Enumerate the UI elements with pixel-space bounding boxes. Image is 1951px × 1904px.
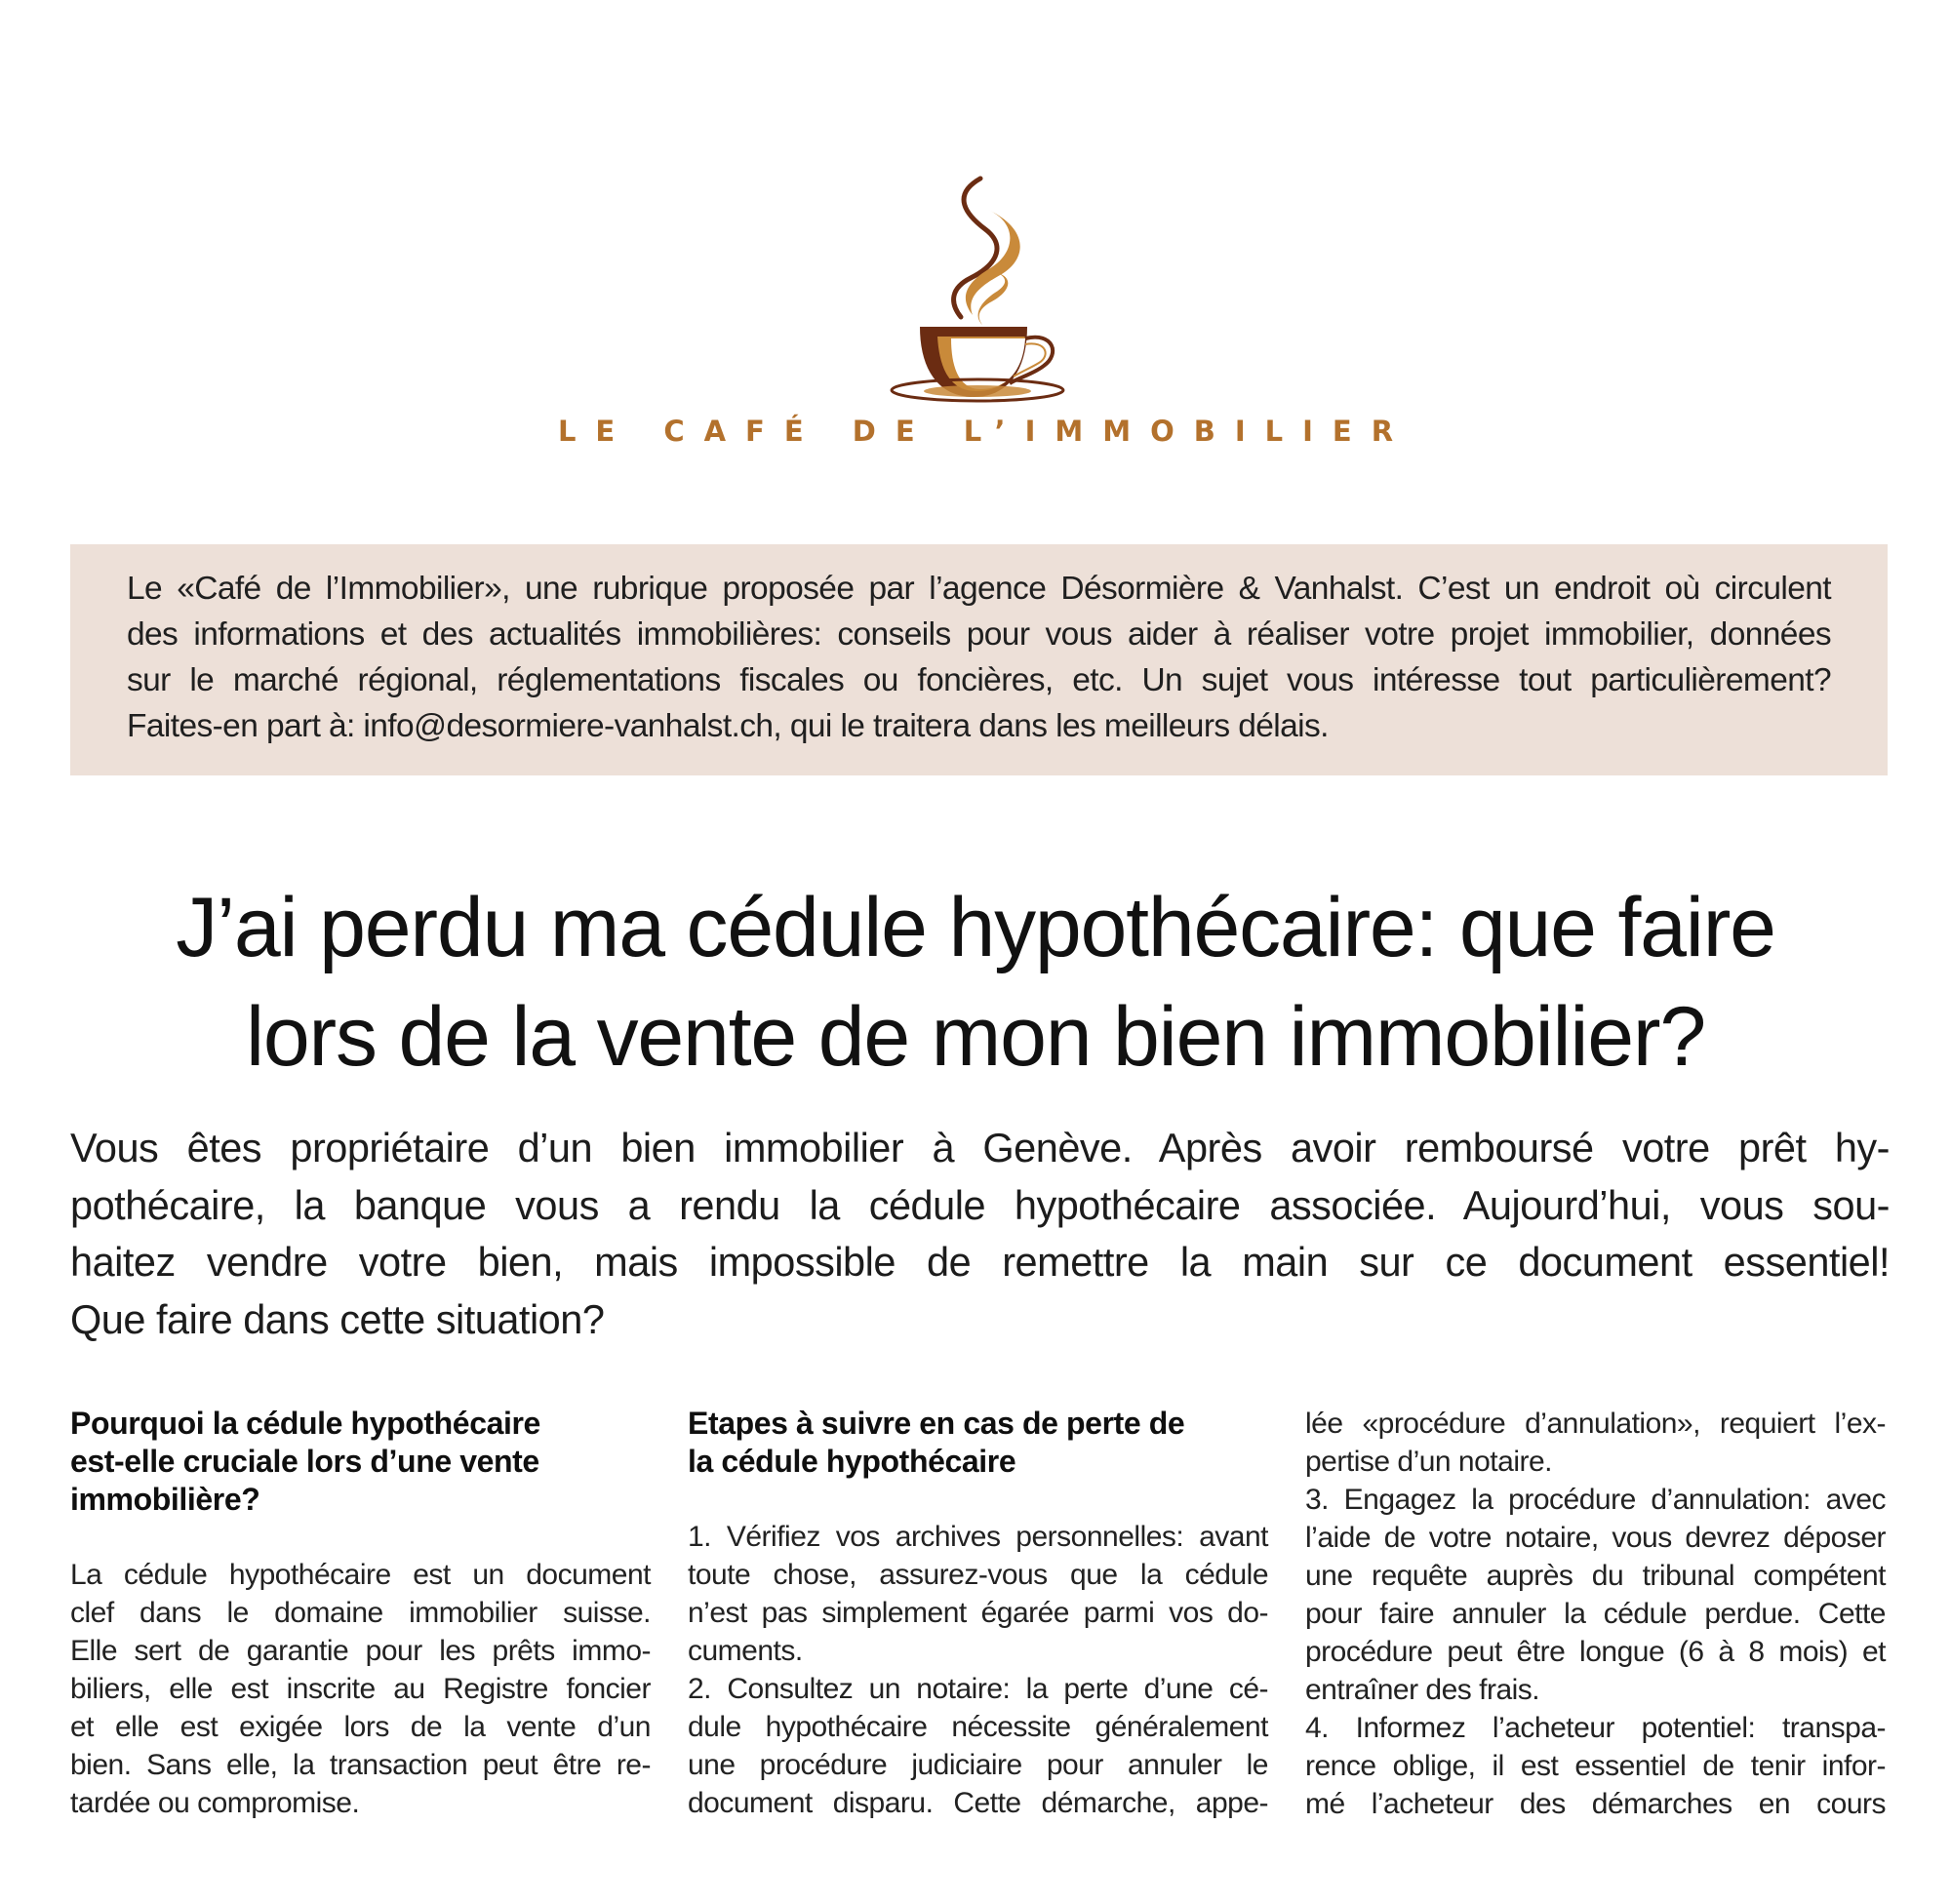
body-line: entraîner des frais. <box>1305 1674 1540 1706</box>
body-line: bien. Sans elle, la transaction peut être re- <box>70 1749 651 1781</box>
coffee-cup-icon <box>883 171 1078 405</box>
column-1 <box>70 1405 651 1822</box>
intro-line: sur le marché régional, réglementations fiscales ou foncières, etc. Un sujet vous intéresse tout particulièrement? <box>127 662 1831 698</box>
section-body-steps-continued <box>1305 1405 1886 1823</box>
section-heading-why-crucial <box>70 1405 651 1519</box>
body-line: cuments. <box>688 1635 803 1667</box>
section-body-steps <box>688 1518 1268 1822</box>
body-line: lée «procédure d’annulation», requiert l’ex- <box>1305 1408 1886 1440</box>
heading-line: la cédule hypothécaire <box>688 1444 1016 1479</box>
body-line: 4. Informez l’acheteur potentiel: transpa- <box>1305 1712 1886 1744</box>
heading-line: est-elle cruciale lors d’une vente <box>70 1444 539 1479</box>
body-line: Elle sert de garantie pour les prêts immo- <box>70 1635 651 1667</box>
body-line: rence oblige, il est essentiel de tenir infor- <box>1305 1750 1886 1782</box>
lead-line: haitez vendre votre bien, mais impossible de remettre la main sur ce document essentiel! <box>70 1239 1890 1285</box>
body-line: et elle est exigée lors de la vente d’un <box>70 1711 651 1743</box>
intro-line-email: Faites-en part à: info@desormiere-vanhalst.ch, qui le traitera dans les meilleurs délais. <box>127 708 1329 744</box>
intro-box <box>70 544 1888 775</box>
heading-line: Etapes à suivre en cas de perte de <box>688 1406 1185 1441</box>
body-line: pour faire annuler la cédule perdue. Cette <box>1305 1598 1886 1630</box>
body-line: une procédure judiciaire pour annuler le <box>688 1749 1268 1781</box>
body-line: 3. Engagez la procédure d’annulation: avec <box>1305 1484 1886 1516</box>
body-line: pertise d’un notaire. <box>1305 1446 1552 1478</box>
body-line: La cédule hypothécaire est un document <box>70 1559 651 1591</box>
body-line: une requête auprès du tribunal compétent <box>1305 1560 1886 1592</box>
body-line: l’aide de votre notaire, vous devrez déposer <box>1305 1522 1886 1554</box>
body-line: clef dans le domaine immobilier suisse. <box>70 1597 651 1629</box>
body-line: 2. Consultez un notaire: la perte d’une cé- <box>688 1673 1268 1705</box>
section-heading-steps <box>688 1405 1268 1481</box>
column-2 <box>688 1405 1268 1822</box>
lead-line: Vous êtes propriétaire d’un bien immobilier à Genève. Après avoir remboursé votre prêt hy- <box>70 1125 1890 1170</box>
body-line: tardée ou compromise. <box>70 1787 360 1819</box>
body-line: n’est pas simplement égarée parmi vos do- <box>688 1597 1268 1629</box>
body-line: dule hypothécaire nécessite généralement <box>688 1711 1268 1743</box>
article-lead <box>70 1120 1890 1348</box>
headline-line: J’ai perdu ma cédule hypothécaire: que faire <box>176 881 1775 974</box>
heading-line: Pourquoi la cédule hypothécaire <box>70 1406 540 1441</box>
heading-line: immobilière? <box>70 1482 260 1517</box>
lead-line: pothécaire, la banque vous a rendu la cédule hypothécaire associée. Aujourd’hui, vous sou- <box>70 1181 1890 1228</box>
body-line: biliers, elle est inscrite au Registre foncier <box>70 1673 651 1705</box>
body-line: 1. Vérifiez vos archives personnelles: avant <box>688 1521 1268 1553</box>
article-headline <box>59 873 1892 1091</box>
section-body-why-crucial <box>70 1556 651 1822</box>
body-line: toute chose, assurez-vous que la cédule <box>688 1559 1268 1591</box>
intro-line: des informations et des actualités immobilières: conseils pour vous aider à réaliser votre projet immobilier, données <box>127 616 1831 653</box>
body-line: procédure peut être longue (6 à 8 mois) et <box>1305 1636 1886 1668</box>
lead-line: Que faire dans cette situation? <box>70 1295 605 1342</box>
body-line: mé l’acheteur des démarches en cours <box>1305 1788 1886 1820</box>
headline-line: lors de la vente de mon bien immobilier? <box>245 990 1705 1084</box>
body-line: document disparu. Cette démarche, appe- <box>688 1787 1268 1819</box>
brand-title: LE CAFÉ DE L’IMMOBILIER <box>557 415 1413 448</box>
column-3 <box>1305 1405 1886 1823</box>
intro-line: Le «Café de l’Immobilier», une rubrique proposée par l’agence Désormière & Vanhalst. C’est un endroit où circulent <box>127 571 1831 607</box>
